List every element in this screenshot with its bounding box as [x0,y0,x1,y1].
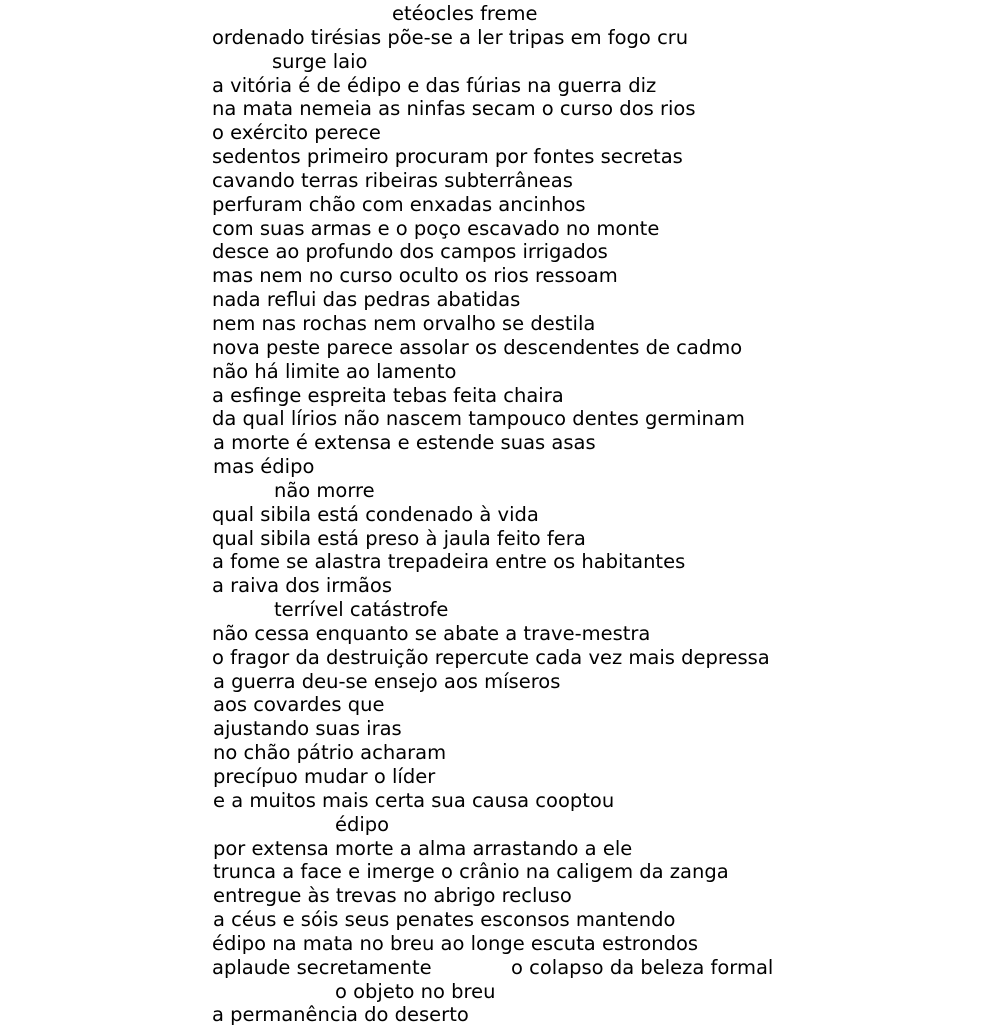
poem-line-text: não há limite ao lamento [212,359,457,383]
poem-body [0,2,995,1027]
poem-line-text: o fragor da destruição repercute cada vez mais depressa [212,645,770,669]
poem-line [0,503,995,527]
poem-line-text: nada reflui das pedras abatidas [212,288,521,312]
poem-line-text: cavando terras ribeiras subterrâneas [212,168,573,192]
poem-line [0,693,995,717]
poem-line [0,813,995,837]
poem-line-text: ajustando suas iras [213,717,402,741]
poem-line-text: no chão pátrio acharam [213,741,447,765]
poem-line [0,980,995,1004]
poem-line-text: por extensa morte a alma arrastando a ele [213,836,633,860]
poem-line-text: a guerra deu-se ensejo aos míseros [213,669,561,693]
poem-line [0,431,995,455]
poem-line [0,145,995,169]
poem-line-text: aos covardes que [213,693,385,717]
poem-line-text: qual sibila está preso à jaula feito fera [212,526,586,550]
poem-line-text: entregue às trevas no abrigo recluso [213,884,572,908]
poem-line-text: mas nem no curso oculto os rios ressoam [212,264,618,288]
poem-line [0,741,995,765]
poem-line-text: a esfinge espreita tebas feita chaira [212,383,564,407]
poem-line-text: desce ao profundo dos campos irrigados [212,240,608,264]
poem-line-text: não cessa enquanto se abate a trave-mestra [212,621,651,645]
poem-line [0,50,995,74]
poem-line [0,860,995,884]
poem-line-text: com suas armas e o poço escavado no monte [212,216,660,240]
poem-line [0,884,995,908]
poem-line [0,312,995,336]
poem-line [0,74,995,98]
poem-line [0,765,995,789]
poem-line-text: mas édipo [213,455,315,479]
poem-line [0,97,995,121]
poem-line-text: terrível catástrofe [274,598,449,622]
poem-line-text: édipo [335,812,390,836]
poem-line [0,121,995,145]
poem-line [0,574,995,598]
poem-line-text: qual sibila está condenado à vida [212,502,539,526]
poem-line [0,646,995,670]
poem-line [0,622,995,646]
poem-line [0,407,995,431]
poem-line-text: nova peste parece assolar os descendentes de cadmo [212,335,743,359]
poem-line-text: perfuram chão com enxadas ancinhos [212,192,586,216]
poem-line-text: a vitória é de édipo e das fúrias na guerra diz [212,73,657,97]
poem-line-text: ordenado tirésias põe-se a ler tripas em fogo cru [212,25,689,49]
poem-line [0,217,995,241]
poem-line [0,527,995,551]
poem-line [0,360,995,384]
poem-line [0,264,995,288]
poem-line-text: trunca a face e imerge o crânio na caligem da zanga [213,860,729,884]
poem-line-text: na mata nemeia as ninfas secam o curso dos rios [212,97,696,121]
poem-line-text: a permanência do deserto [212,1003,469,1027]
poem-line [0,479,995,503]
poem-line-text: a fome se alastra trepadeira entre os habitantes [212,550,686,574]
poem-line-text: surge laio [272,49,368,73]
poem-line [0,26,995,50]
poem-line-text: nem nas rochas nem orvalho se destila [212,311,596,335]
poem-line [0,169,995,193]
poem-line-text: da qual lírios não nascem tampouco dentes germinam [212,407,745,431]
poem-line-text: a raiva dos irmãos [212,574,393,598]
poem-line-text: precípuo mudar o líder [213,765,436,788]
poem-line [0,455,995,479]
poem-line-text: não morre [274,478,375,502]
poem-line [0,598,995,622]
poem-line-segment: o colapso da beleza formal [511,955,774,979]
poem-line-text: sedentos primeiro procuram por fontes secretas [212,145,683,169]
poem-line-text: e a muitos mais certa sua causa cooptou [213,788,615,812]
poem-line-text: etéocles freme [392,2,538,25]
poem-line [0,384,995,408]
poem-line [0,240,995,264]
poem-line [0,2,995,26]
poem-line-text: o exército perece [212,121,381,145]
poem-line [0,1003,995,1027]
poem-line [0,550,995,574]
poem-line-text: o objeto no breu [335,979,496,1003]
poem-line [0,789,995,813]
poem-line [0,956,995,980]
poem-line [0,670,995,694]
poem-line-text: édipo na mata no breu ao longe escuta estrondos [212,931,699,955]
poem-line-text: a morte é extensa e estende suas asas [213,431,596,455]
poem-line [0,717,995,741]
poem-line [0,336,995,360]
poem-line [0,193,995,217]
poem-line [0,932,995,956]
poem-line-segment: aplaude secretamente [212,955,432,979]
poem-line [0,288,995,312]
poem-line [0,837,995,861]
poem-line [0,908,995,932]
poem-line-text: a céus e sóis seus penates esconsos mantendo [213,908,676,932]
